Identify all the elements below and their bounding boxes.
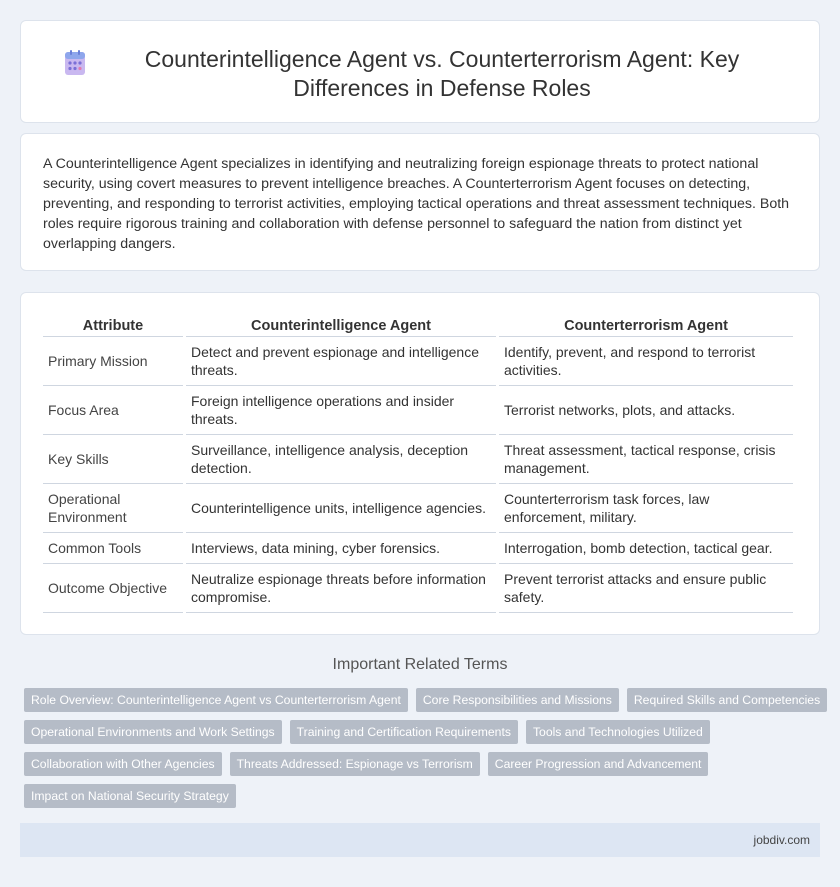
- page-title: Counterintelligence Agent vs. Counterterrorism Agent: Key Differences in Defense Roles: [144, 46, 740, 101]
- table-row: [43, 435, 793, 484]
- header-attribute: Attribute: [43, 313, 183, 337]
- cell-counterintelligence: Surveillance, intelligence analysis, deception detection.: [186, 435, 496, 484]
- related-term-tag[interactable]: Threats Addressed: Espionage vs Terrorism: [230, 752, 480, 776]
- cell-attribute: Operational Environment: [43, 484, 183, 533]
- related-term-tag[interactable]: Required Skills and Competencies: [627, 688, 827, 712]
- related-term-tag[interactable]: Career Progression and Advancement: [488, 752, 709, 776]
- table-row: [43, 533, 793, 564]
- cell-counterintelligence: Counterintelligence units, intelligence agencies.: [186, 484, 496, 533]
- table-row: [43, 564, 793, 613]
- header-card: [20, 20, 820, 123]
- cell-counterterrorism: Prevent terrorist attacks and ensure public safety.: [499, 564, 793, 613]
- tag-row: [24, 784, 824, 808]
- related-terms-title: Important Related Terms: [332, 656, 508, 673]
- footer-site-link[interactable]: jobdiv.com: [753, 833, 810, 847]
- related-term-tag[interactable]: Tools and Technologies Utilized: [526, 720, 710, 744]
- cell-attribute: Key Skills: [43, 435, 183, 484]
- intro-paragraph: A Counterintelligence Agent specializes in identifying and neutralizing foreign espionage threats to protect national security, using covert measures to prevent intelligence breaches. A Counterterrorism Agent focuses on detecting, preventing, and responding to terrorist activities, employing tactical operations and threat assessment techniques. Both roles require rigorous training and collaboration with defense personnel to safeguard the nation from distinct yet overlapping dangers.: [43, 156, 790, 252]
- header-counterterrorism: Counterterrorism Agent: [499, 313, 793, 337]
- tag-row: [24, 688, 824, 712]
- related-term-tag[interactable]: Collaboration with Other Agencies: [24, 752, 222, 776]
- table-row: [43, 337, 793, 386]
- related-terms-list: [24, 688, 824, 816]
- cell-attribute: Focus Area: [43, 386, 183, 435]
- related-term-tag[interactable]: Role Overview: Counterintelligence Agent vs Counterterrorism Agent: [24, 688, 408, 712]
- related-term-tag[interactable]: Core Responsibilities and Missions: [416, 688, 619, 712]
- footer: [20, 823, 820, 857]
- document-icon: [61, 49, 89, 77]
- related-term-tag[interactable]: Operational Environments and Work Settings: [24, 720, 282, 744]
- cell-counterintelligence: Detect and prevent espionage and intelligence threats.: [186, 337, 496, 386]
- table-row: [43, 386, 793, 435]
- cell-counterintelligence: Neutralize espionage threats before information compromise.: [186, 564, 496, 613]
- cell-attribute: Common Tools: [43, 533, 183, 564]
- tag-row: [24, 752, 824, 776]
- tag-row: [24, 720, 824, 744]
- cell-counterintelligence: Foreign intelligence operations and insider threats.: [186, 386, 496, 435]
- header-counterintelligence: Counterintelligence Agent: [186, 313, 496, 337]
- related-term-tag[interactable]: Impact on National Security Strategy: [24, 784, 236, 808]
- cell-counterterrorism: Threat assessment, tactical response, crisis management.: [499, 435, 793, 484]
- table-row: [43, 484, 793, 533]
- related-term-tag[interactable]: Training and Certification Requirements: [290, 720, 518, 744]
- comparison-table-card: [20, 292, 820, 635]
- cell-counterterrorism: Counterterrorism task forces, law enforcement, military.: [499, 484, 793, 533]
- intro-card: [20, 133, 820, 271]
- cell-counterterrorism: Identify, prevent, and respond to terrorist activities.: [499, 337, 793, 386]
- cell-attribute: Outcome Objective: [43, 564, 183, 613]
- cell-counterterrorism: Interrogation, bomb detection, tactical gear.: [499, 533, 793, 564]
- cell-counterintelligence: Interviews, data mining, cyber forensics.: [186, 533, 496, 564]
- cell-attribute: Primary Mission: [43, 337, 183, 386]
- cell-counterterrorism: Terrorist networks, plots, and attacks.: [499, 386, 793, 435]
- table-header-row: [43, 313, 793, 337]
- comparison-table: [40, 313, 796, 613]
